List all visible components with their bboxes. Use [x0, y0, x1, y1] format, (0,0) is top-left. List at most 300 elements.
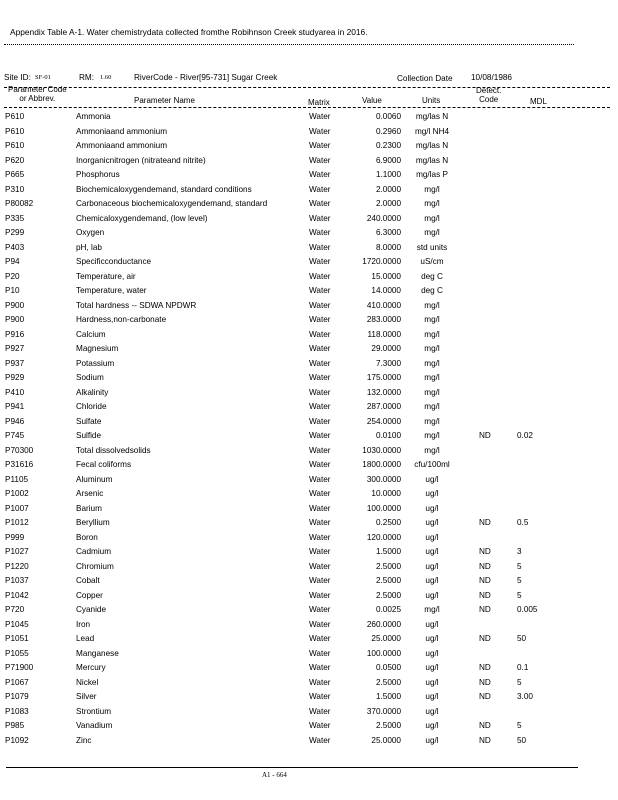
cell-code: P929 — [5, 373, 25, 382]
cell-name: Alkalinity — [76, 387, 109, 397]
cell-units: mg/las P — [416, 170, 448, 179]
cell-units: mg/las N — [415, 155, 449, 165]
cell-code: P1027 — [5, 547, 29, 556]
column-header-name: Parameter Name — [134, 96, 195, 105]
cell-units: std units — [416, 242, 448, 252]
cell-mdl: 3 — [517, 547, 522, 556]
cell-name: Phosphorus — [76, 170, 120, 179]
cell-detect: ND — [479, 518, 491, 527]
cell-value: 10.0000 — [371, 489, 401, 498]
cell-units: ug/l — [425, 692, 439, 701]
cell-code: P1079 — [5, 692, 29, 701]
cell-name: Cobalt — [76, 576, 100, 585]
cell-matrix: Water — [309, 373, 331, 382]
table-row — [0, 256, 618, 271]
cell-units: mg/l — [424, 358, 440, 368]
cell-name: Hardness,non-carbonate — [76, 315, 167, 324]
table-row — [0, 691, 618, 706]
cell-name: Chromium — [76, 561, 114, 571]
cell-units: ug/l — [425, 619, 439, 629]
cell-value: 1.1000 — [375, 170, 401, 179]
cell-value: 100.0000 — [366, 648, 401, 658]
cell-code: P1007 — [5, 503, 29, 513]
cell-detect: ND — [479, 547, 491, 556]
cell-matrix: Water — [309, 518, 331, 527]
cell-value: 2.0000 — [375, 199, 401, 208]
cell-name: Potassium — [76, 358, 115, 368]
cell-code: P1105 — [5, 474, 29, 484]
cell-code: P941 — [5, 402, 25, 411]
table-row — [0, 474, 618, 489]
cell-matrix: Water — [309, 460, 331, 469]
cell-units: mg/l — [424, 228, 440, 237]
cell-name: Temperature, air — [76, 271, 136, 281]
cell-value: 8.0000 — [375, 242, 401, 252]
table-row — [0, 546, 618, 561]
rm-label: RM: — [79, 73, 95, 82]
cell-code: P410 — [5, 387, 25, 397]
cell-code: P610 — [5, 112, 25, 121]
cell-detect: ND — [479, 663, 491, 672]
cell-units: mg/l — [424, 402, 440, 411]
cell-value: 2.5000 — [375, 576, 401, 585]
table-row — [0, 416, 618, 431]
title-divider — [4, 44, 574, 45]
table-row — [0, 358, 618, 373]
cell-value: 0.0100 — [375, 431, 401, 440]
table-row — [0, 213, 618, 228]
cell-name: Cyanide — [76, 605, 107, 614]
cell-value: 0.0500 — [375, 663, 401, 672]
cell-name: Biochemicaloxygendemand, standard conditions — [76, 184, 252, 194]
cell-matrix: Water — [309, 416, 331, 426]
table-row — [0, 677, 618, 692]
cell-code: P1220 — [5, 561, 29, 571]
cell-name: Cadmium — [76, 547, 112, 556]
table-row — [0, 343, 618, 358]
cell-value: 254.0000 — [366, 416, 401, 426]
cell-code: P1067 — [5, 677, 29, 687]
cell-name: Strontium — [76, 706, 112, 716]
cell-matrix: Water — [309, 155, 331, 165]
cell-matrix: Water — [309, 561, 331, 571]
cell-mdl: 0.1 — [517, 663, 529, 672]
table-row — [0, 155, 618, 170]
cell-value: 15.0000 — [371, 271, 401, 281]
cell-matrix: Water — [309, 242, 331, 252]
cell-code: P946 — [5, 416, 25, 426]
table-row — [0, 169, 618, 184]
cell-value: 2.5000 — [375, 721, 401, 730]
cell-matrix: Water — [309, 126, 331, 136]
cell-name: Sodium — [76, 373, 104, 382]
cell-code: P665 — [5, 170, 25, 179]
cell-name: Barium — [76, 503, 102, 513]
cell-code: P985 — [5, 721, 25, 730]
table-row — [0, 184, 618, 199]
cell-units: ug/l — [425, 532, 439, 542]
cell-matrix: Water — [309, 402, 331, 411]
cell-name: Lead — [76, 634, 95, 643]
cell-mdl: 5 — [517, 677, 522, 687]
cell-units: mg/l — [424, 605, 440, 614]
cell-mdl: 5 — [517, 590, 522, 600]
cell-units: ug/l — [425, 518, 439, 527]
cell-name: Copper — [76, 590, 103, 600]
cell-matrix: Water — [309, 445, 331, 455]
table-row — [0, 604, 618, 619]
table-row — [0, 314, 618, 329]
cell-code: P1037 — [5, 576, 29, 585]
cell-value: 120.0000 — [366, 532, 401, 542]
cell-detect: ND — [479, 431, 491, 440]
cell-units: mg/l — [424, 213, 440, 223]
cell-units: deg C — [421, 286, 443, 295]
cell-detect: ND — [479, 692, 491, 701]
cell-units: deg C — [421, 271, 443, 281]
cell-units: mg/l — [424, 416, 440, 426]
cell-detect: ND — [479, 605, 491, 614]
cell-units: ug/l — [425, 576, 439, 585]
cell-units: uS/cm — [420, 257, 444, 266]
footer-rule — [6, 767, 578, 768]
cell-code: P610 — [5, 141, 25, 150]
cell-units: mg/las N — [415, 112, 449, 121]
cell-matrix: Water — [309, 199, 331, 208]
cell-value: 2.5000 — [375, 561, 401, 571]
cell-value: 2.5000 — [375, 590, 401, 600]
rm-value: 1.60 — [100, 74, 112, 81]
collection-date-value: 10/08/1986 — [471, 73, 512, 82]
table-row — [0, 329, 618, 344]
site-id-value: SF-01 — [35, 74, 51, 81]
cell-code: P900 — [5, 315, 25, 324]
cell-matrix: Water — [309, 228, 331, 237]
cell-matrix: Water — [309, 605, 331, 614]
cell-units: mg/l — [424, 199, 440, 208]
cell-value: 1.5000 — [375, 692, 401, 701]
cell-code: P610 — [5, 126, 25, 136]
cell-units: mg/l — [424, 431, 440, 440]
cell-matrix: Water — [309, 735, 331, 745]
cell-units: ug/l — [425, 663, 439, 672]
cell-value: 118.0000 — [367, 329, 401, 339]
column-header-code: Parameter Code or Abbrev. — [8, 85, 67, 103]
cell-name: Zinc — [76, 735, 92, 745]
table-row — [0, 517, 618, 532]
cell-name: Manganese — [76, 648, 119, 658]
cell-units: mg/l — [424, 387, 440, 397]
cell-value: 287.0000 — [366, 402, 401, 411]
cell-value: 1030.0000 — [362, 445, 401, 455]
table-row — [0, 242, 618, 257]
cell-code: P403 — [5, 242, 25, 252]
cell-name: Ammoniaand ammonium — [76, 141, 168, 150]
cell-matrix: Water — [309, 300, 331, 310]
cell-mdl: 50 — [517, 735, 527, 745]
cell-value: 0.2500 — [375, 518, 401, 527]
cell-code: P900 — [5, 300, 25, 310]
cell-code: P20 — [5, 271, 20, 281]
cell-value: 2.5000 — [375, 677, 401, 687]
table-row — [0, 561, 618, 576]
cell-matrix: Water — [309, 532, 331, 542]
cell-matrix: Water — [309, 634, 331, 643]
data-table-body — [0, 111, 618, 749]
table-row — [0, 706, 618, 721]
table-row — [0, 126, 618, 141]
site-id-label: Site ID: — [4, 73, 31, 82]
cell-detect: ND — [479, 735, 491, 745]
header-top-rule — [4, 87, 610, 88]
cell-name: Temperature, water — [76, 286, 147, 295]
table-row — [0, 285, 618, 300]
cell-matrix: Water — [309, 112, 331, 121]
cell-value: 1720.0000 — [362, 257, 401, 266]
cell-units: ug/l — [425, 474, 439, 484]
cell-name: pH, lab — [76, 242, 102, 252]
cell-value: 29.0000 — [371, 344, 401, 353]
cell-code: P1083 — [5, 706, 29, 716]
cell-units: cfu/100ml — [414, 460, 450, 469]
cell-name: Inorganicnitrogen (nitrateand nitrite) — [76, 155, 206, 165]
cell-detect: ND — [479, 677, 491, 687]
cell-units: mg/l — [424, 445, 440, 455]
cell-value: 240.0000 — [366, 213, 401, 223]
cell-units: ug/l — [425, 634, 439, 643]
cell-name: Total dissolvedsolids — [76, 445, 151, 455]
cell-value: 14.0000 — [371, 286, 401, 295]
table-row — [0, 387, 618, 402]
cell-value: 25.0000 — [371, 735, 401, 745]
page-number: A1 - 664 — [262, 771, 287, 779]
cell-units: ug/l — [425, 648, 439, 658]
cell-matrix: Water — [309, 489, 331, 498]
table-row — [0, 300, 618, 315]
cell-code: P80082 — [5, 199, 34, 208]
cell-value: 100.0000 — [366, 503, 401, 513]
cell-name: Carbonaceous biochemicaloxygendemand, standard — [76, 199, 268, 208]
cell-matrix: Water — [309, 431, 331, 440]
cell-mdl: 50 — [517, 634, 527, 643]
header-bottom-rule — [4, 107, 610, 108]
cell-name: Total hardness -- SDWA NPDWR — [76, 300, 197, 310]
cell-matrix: Water — [309, 141, 331, 150]
cell-matrix: Water — [309, 315, 331, 324]
cell-name: Vanadium — [76, 721, 113, 730]
cell-value: 410.0000 — [366, 300, 401, 310]
cell-code: P299 — [5, 228, 25, 237]
table-row — [0, 227, 618, 242]
cell-code: P720 — [5, 605, 25, 614]
cell-matrix: Water — [309, 387, 331, 397]
table-row — [0, 619, 618, 634]
cell-value: 7.3000 — [375, 358, 401, 368]
cell-matrix: Water — [309, 590, 331, 600]
cell-value: 175.0000 — [366, 373, 401, 382]
table-row — [0, 648, 618, 663]
cell-name: Aluminum — [76, 474, 113, 484]
cell-code: P1012 — [5, 518, 29, 527]
cell-units: ug/l — [425, 489, 439, 498]
cell-matrix: Water — [309, 677, 331, 687]
column-header-value: Value — [362, 96, 382, 105]
cell-detect: ND — [479, 561, 491, 571]
cell-code: P1051 — [5, 634, 29, 643]
cell-units: ug/l — [425, 590, 439, 600]
cell-code: P1092 — [5, 735, 29, 745]
cell-name: Sulfide — [76, 431, 102, 440]
cell-code: P745 — [5, 431, 25, 440]
cell-value: 0.2300 — [375, 141, 401, 150]
cell-value: 283.0000 — [366, 315, 401, 324]
cell-mdl: 0.02 — [517, 431, 533, 440]
cell-units: ug/l — [425, 677, 439, 687]
cell-code: P916 — [5, 329, 25, 339]
cell-value: 260.0000 — [366, 619, 401, 629]
cell-code: P71900 — [5, 663, 34, 672]
table-row — [0, 662, 618, 677]
cell-matrix: Water — [309, 358, 331, 368]
cell-matrix: Water — [309, 648, 331, 658]
cell-code: P937 — [5, 358, 25, 368]
cell-matrix: Water — [309, 663, 331, 672]
cell-mdl: 5 — [517, 721, 522, 730]
cell-matrix: Water — [309, 329, 331, 339]
cell-name: Specificconductance — [76, 257, 152, 266]
cell-value: 1.5000 — [375, 547, 401, 556]
table-row — [0, 271, 618, 286]
collection-date-label: Collection Date — [397, 74, 453, 83]
cell-value: 300.0000 — [366, 474, 401, 484]
cell-code: P1055 — [5, 648, 29, 658]
cell-units: mg/l — [424, 344, 440, 353]
cell-name: Ammoniaand ammonium — [76, 126, 168, 136]
cell-name: Magnesium — [76, 344, 119, 353]
cell-matrix: Water — [309, 170, 331, 179]
cell-name: Calcium — [76, 329, 106, 339]
cell-name: Arsenic — [76, 489, 104, 498]
column-header-mdl: MDL — [530, 97, 547, 106]
cell-code: P310 — [5, 184, 25, 194]
cell-name: Iron — [76, 619, 91, 629]
cell-value: 370.0000 — [366, 706, 401, 716]
cell-mdl: 5 — [517, 561, 522, 571]
cell-matrix: Water — [309, 576, 331, 585]
table-row — [0, 735, 618, 750]
cell-value: 0.0060 — [375, 112, 401, 121]
cell-name: Chemicaloxygendemand, (low level) — [76, 213, 208, 223]
cell-matrix: Water — [309, 286, 331, 295]
cell-value: 2.0000 — [375, 184, 401, 194]
cell-units: ug/l — [425, 735, 439, 745]
cell-units: mg/l — [424, 300, 440, 310]
cell-units: mg/l — [424, 184, 440, 194]
cell-name: Fecal coliforms — [76, 460, 132, 469]
cell-matrix: Water — [309, 692, 331, 701]
cell-units: ug/l — [425, 721, 439, 730]
table-row — [0, 532, 618, 547]
cell-name: Mercury — [76, 663, 106, 672]
cell-name: Nickel — [76, 677, 99, 687]
cell-detect: ND — [479, 721, 491, 730]
cell-name: Chloride — [76, 402, 107, 411]
cell-units: mg/l — [424, 315, 440, 324]
cell-matrix: Water — [309, 474, 331, 484]
cell-code: P1045 — [5, 619, 29, 629]
cell-code: P335 — [5, 213, 25, 223]
cell-code: P1042 — [5, 590, 29, 600]
table-row — [0, 459, 618, 474]
report-title: Appendix Table A-1. Water chemistrydata collected fromthe Robihnson Creek studyarea in 2016. — [10, 27, 368, 37]
cell-code: P999 — [5, 532, 25, 542]
cell-matrix: Water — [309, 547, 331, 556]
cell-units: ug/l — [425, 547, 439, 556]
cell-code: P94 — [5, 257, 20, 266]
table-row — [0, 488, 618, 503]
cell-matrix: Water — [309, 344, 331, 353]
table-row — [0, 590, 618, 605]
cell-matrix: Water — [309, 721, 331, 730]
river-code: RiverCode - River[95-731] Sugar Creek — [134, 73, 278, 82]
table-row — [0, 401, 618, 416]
cell-code: P31616 — [5, 460, 34, 469]
table-row — [0, 445, 618, 460]
cell-name: Ammonia — [76, 112, 111, 121]
cell-code: P620 — [5, 155, 25, 165]
cell-detect: ND — [479, 634, 491, 643]
table-row — [0, 633, 618, 648]
table-row — [0, 198, 618, 213]
cell-mdl: 3.00 — [517, 692, 533, 701]
column-header-matrix: Matrix — [308, 98, 330, 107]
cell-name: Boron — [76, 532, 98, 542]
cell-units: mg/l NH4 — [414, 126, 450, 136]
cell-detect: ND — [479, 590, 491, 600]
cell-name: Silver — [76, 692, 97, 701]
cell-value: 132.0000 — [366, 387, 401, 397]
cell-code: P70300 — [5, 445, 34, 455]
table-row — [0, 575, 618, 590]
cell-name: Sulfate — [76, 416, 102, 426]
cell-units: ug/l — [425, 561, 439, 571]
cell-detect: ND — [479, 576, 491, 585]
table-row — [0, 111, 618, 126]
cell-matrix: Water — [309, 619, 331, 629]
cell-value: 0.2960 — [375, 126, 401, 136]
cell-code: P1002 — [5, 489, 29, 498]
cell-value: 0.0025 — [375, 605, 401, 614]
cell-mdl: 0.5 — [517, 518, 529, 527]
cell-mdl: 0.005 — [517, 605, 538, 614]
cell-value: 6.3000 — [375, 228, 401, 237]
table-row — [0, 430, 618, 445]
cell-code: P10 — [5, 286, 20, 295]
table-row — [0, 372, 618, 387]
cell-code: P927 — [5, 344, 25, 353]
cell-matrix: Water — [309, 184, 331, 194]
cell-value: 25.0000 — [371, 634, 401, 643]
table-row — [0, 720, 618, 735]
cell-matrix: Water — [309, 213, 331, 223]
cell-units: ug/l — [425, 706, 439, 716]
column-header-units: Units — [422, 96, 441, 105]
cell-units: mg/l — [424, 373, 440, 382]
column-header-detect: Detect. Code — [476, 86, 502, 104]
cell-units: mg/las N — [415, 141, 449, 150]
cell-mdl: 5 — [517, 576, 522, 585]
cell-name: Oxygen — [76, 228, 105, 237]
